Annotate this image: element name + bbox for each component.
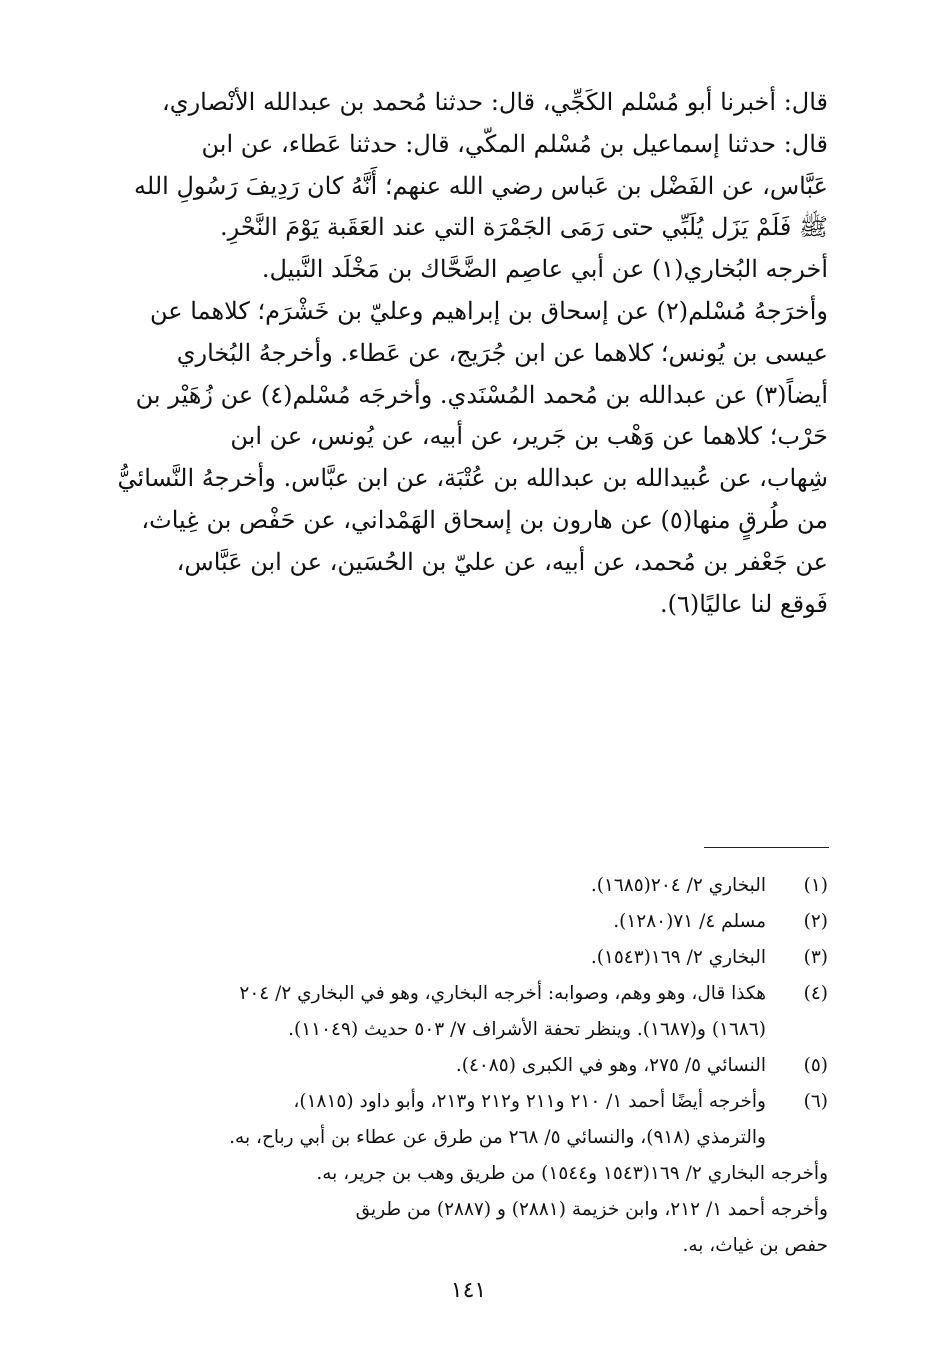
main-text-line: قال: أخبرنا أبو مُسْلم الكَجِّي، قال: حدثنا مُحمد بن عبدالله الأنْصاري،: [162, 88, 828, 116]
main-text-line: شِهاب، عن عُبيدالله بن عبدالله بن عُتْبَة، عن ابن عبَّاس. وأخرجهُ النَّسائيُّ: [117, 464, 828, 493]
main-text-line: وأخرَجهُ مُسْلم(٢) عن إسحاق بن إبراهيم وعليّ بن خَشْرَم؛ كلاهما عن: [150, 296, 828, 325]
page-number: ١٤١: [450, 1278, 487, 1303]
footnote-number: (٢): [803, 911, 828, 932]
main-text-line: أيضاً(٣) عن عبدالله بن مُحمد المُسْنَدي. وأخرجَه مُسْلم(٤) عن زُهَيْر بن: [135, 380, 828, 409]
footnote-text: النسائي ٥/ ٢٧٥، وهو في الكبرى (٤٠٨٥).: [455, 1055, 766, 1076]
main-text-line: عن جَعْفر بن مُحمد، عن أبيه، عن عليّ بن الحُسَين، عن ابن عَبَّاس،: [176, 547, 828, 576]
footnote-text: والترمذي (٩١٨)، والنسائي ٥/ ٢٦٨ من طرق عن عطاء بن أبي رباح، به.: [229, 1127, 766, 1148]
footnote-number: (٦): [803, 1091, 828, 1112]
footnote-continuation-line: وأخرجه أحمد ١/ ٢١٢، وابن خزيمة (٢٨٨١) و (٢٨٨٧) من طريق: [355, 1199, 828, 1220]
main-text-line: ﷺ فَلَمْ يَزَل يُلَبِّي حتى رَمَى الجَمْرَة التي عند العَقَبة يَوْمَ النَّحْرِ.: [220, 213, 828, 242]
footnote-continuation-line: وأخرجه البخاري ٢/ ١٦٩(١٥٤٣ و١٥٤٤) من طريق وهب بن جرير، به.: [316, 1163, 828, 1184]
footnote-2: [103, 904, 828, 940]
footnote-4: [103, 976, 828, 1048]
footnote-5: [103, 1048, 828, 1084]
footnote-text: وأخرجه أيضًا أحمد ١/ ٢١٠ و٢١١ و٢١٢ و٢١٣، وأبو داود (١٨١٥)،: [293, 1091, 766, 1112]
footnotes-block: [103, 868, 828, 1264]
footnote-text: البخاري ٢/ ١٦٩(١٥٤٣).: [590, 947, 766, 968]
main-text-line: عيسى بن يُونس؛ كلاهما عن ابن جُرَيج، عن عَطاء. وأخرجهُ البُخاري: [176, 338, 828, 367]
footnote-6: [103, 1084, 828, 1156]
main-text-line: فَوقع لنا عاليًا(٦).: [660, 589, 828, 618]
footnote-3: [103, 940, 828, 976]
footnote-continuation-line: حفص بن غياث، به.: [682, 1235, 828, 1256]
footnote-text: هكذا قال، وهو وهم، وصوابه: أخرجه البخاري، وهو في البخاري ٢/ ٢٠٤: [239, 983, 766, 1004]
main-text-line: حَرْب؛ كلاهما عن وَهْب بن جَرير، عن أبيه، عن يُونس، عن ابن: [230, 422, 828, 451]
footnote-number: (٣): [803, 947, 828, 968]
footnote-number: (٤): [803, 983, 828, 1004]
main-text-block: [103, 82, 828, 625]
main-text-line: من طُرقٍ منها(٥) عن هارون بن إسحاق الهَمْداني، عن حَفْص بن غِياث،: [141, 505, 828, 534]
footnote-text: مسلم ٤/ ٧١(١٢٨٠).: [613, 911, 766, 932]
footnote-text: (١٦٨٦) و(١٦٨٧). وينظر تحفة الأشراف ٧/ ٥٠٣ حديث (١١٠٤٩).: [288, 1019, 766, 1040]
main-text-line: أخرجه البُخاري(١) عن أبي عاصِم الضَّحَّاك بن مَخْلَد النَّبيل.: [261, 255, 828, 284]
main-text-line: عَبَّاس، عن الفَضْل بن عَباس رضي الله عنهم؛ أَنَّهُ كان رَدِيفَ رَسُولِ الله: [134, 171, 828, 200]
main-text-line: قال: حدثنا إسماعيل بن مُسْلم المكّي، قال: حدثنا عَطاء، عن ابن: [201, 129, 828, 158]
footnote-text: البخاري ٢/ ٢٠٤(١٦٨٥).: [590, 875, 766, 896]
footnote-separator: [704, 847, 829, 848]
footnote-number: (١): [803, 875, 828, 896]
footnote-number: (٥): [803, 1055, 828, 1076]
footnote-1: [103, 868, 828, 904]
